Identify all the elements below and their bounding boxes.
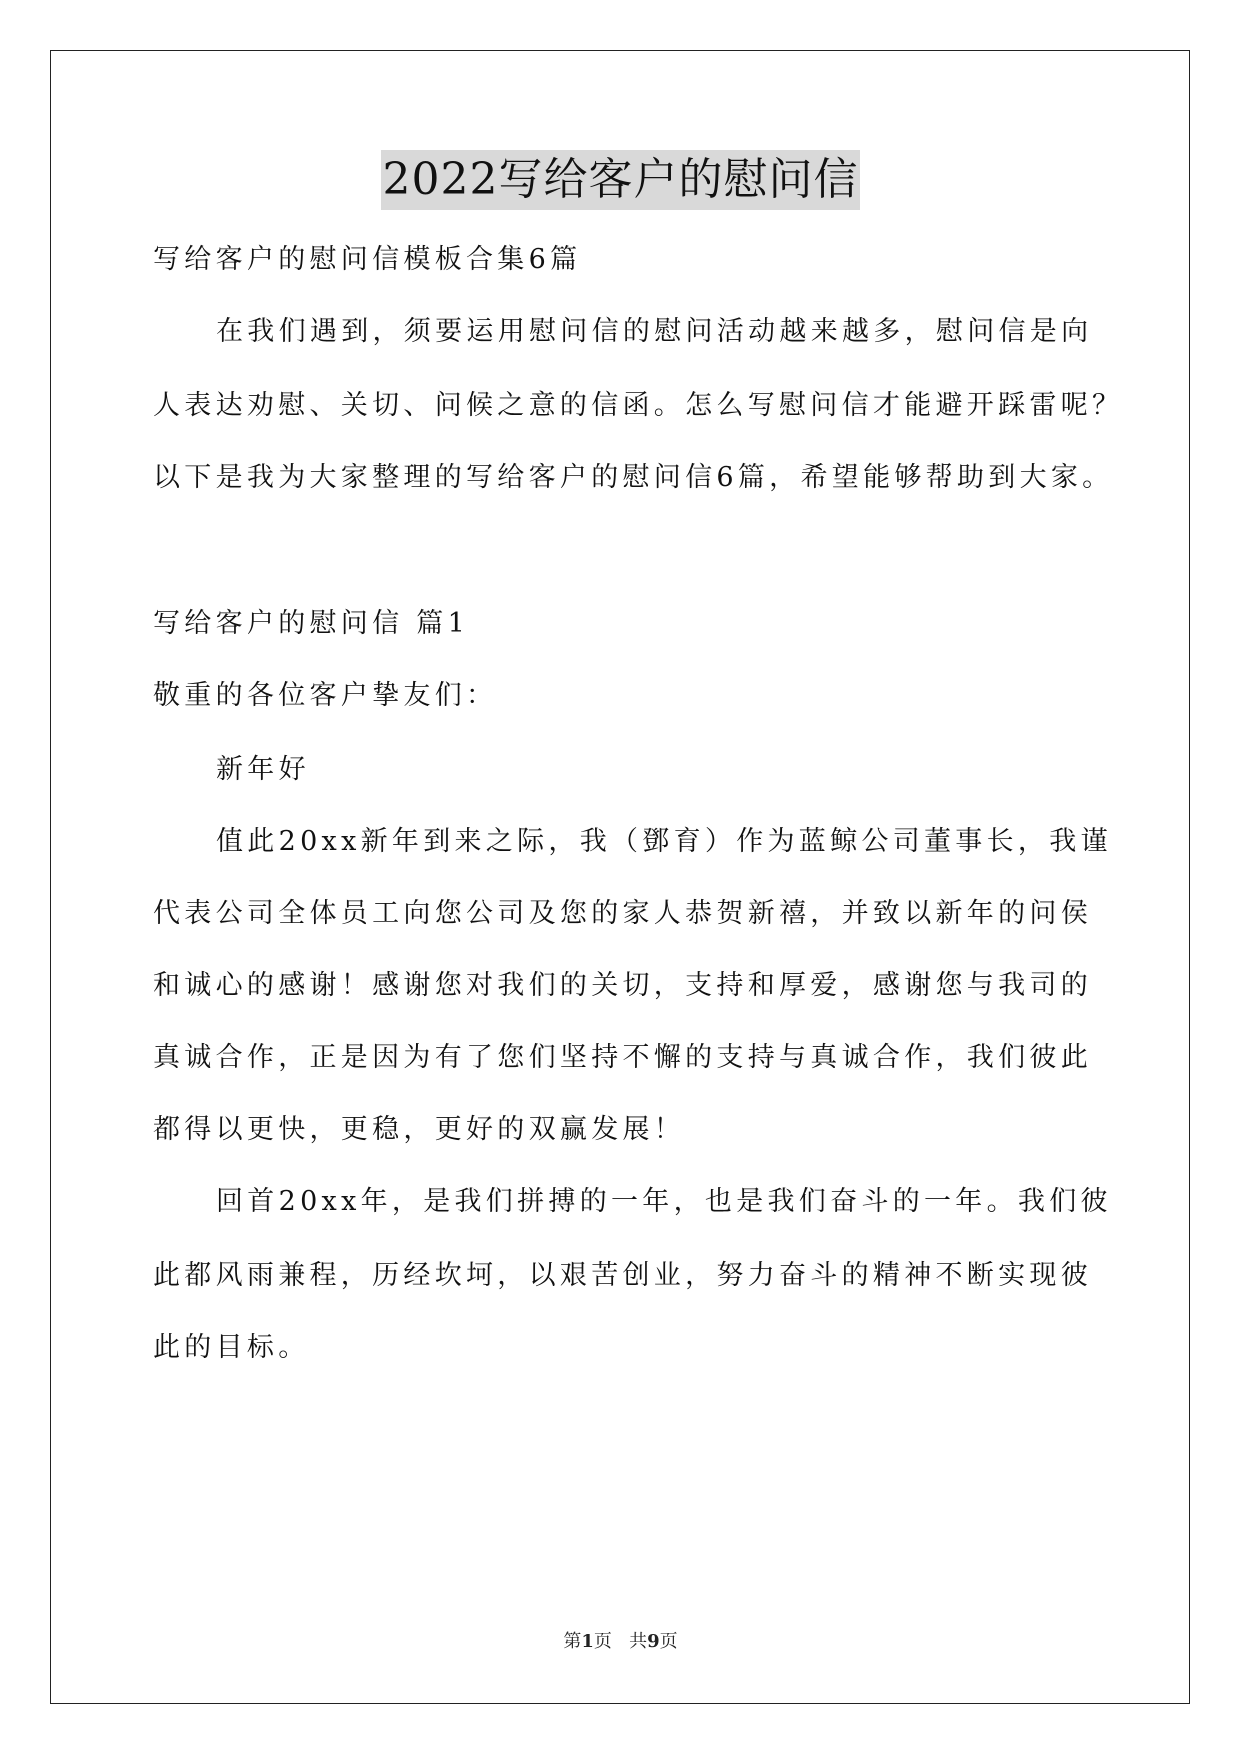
paragraph1-line-1: 值此20xx新年到来之际，我（鄧育）作为蓝鲸公司董事长，我谨 <box>216 826 1112 857</box>
page-footer <box>0 1630 1241 1654</box>
paragraph2-line-3: 此的目标。 <box>153 1332 310 1363</box>
subtitle: 写给客户的慰问信模板合集6篇 <box>153 244 582 275</box>
salutation: 敬重的各位客户挚友们： <box>153 680 498 711</box>
paragraph1-line-5: 都得以更快，更稳，更好的双赢发展！ <box>153 1114 686 1145</box>
paragraph1-line-3: 和诚心的感谢！感谢您对我们的关切，支持和厚爱，感谢您与我司的 <box>153 970 1092 1001</box>
paragraph1-line-2: 代表公司全体员工向您公司及您的家人恭贺新禧，并致以新年的问侯 <box>153 898 1092 929</box>
footer-current-page: 1 <box>581 1631 594 1652</box>
section-heading: 写给客户的慰问信 篇1 <box>153 608 470 639</box>
intro-line-1: 在我们遇到，须要运用慰问信的慰问活动越来越多，慰问信是向 <box>216 316 1093 347</box>
page-border <box>50 50 1190 1704</box>
footer-mid: 页 共 <box>593 1631 648 1652</box>
title-container <box>0 150 1241 210</box>
footer-prefix: 第 <box>563 1631 582 1652</box>
intro-line-2: 人表达劝慰、关切、问候之意的信函。怎么写慰问信才能避开踩雷呢？ <box>153 390 1124 421</box>
paragraph2-line-1: 回首20xx年，是我们拼搏的一年，也是我们奋斗的一年。我们彼 <box>216 1186 1112 1217</box>
intro-line-3: 以下是我为大家整理的写给客户的慰问信6篇，希望能够帮助到大家。 <box>153 462 1114 493</box>
footer-suffix: 页 <box>659 1631 678 1652</box>
document-title: 2022写给客户的慰问信 <box>381 150 861 210</box>
paragraph2-line-2: 此都风雨兼程，历经坎坷，以艰苦创业，努力奋斗的精神不断实现彼 <box>153 1260 1092 1291</box>
paragraph1-line-4: 真诚合作，正是因为有了您们坚持不懈的支持与真诚合作，我们彼此 <box>153 1042 1092 1073</box>
greeting: 新年好 <box>216 754 310 785</box>
footer-total-pages: 9 <box>647 1631 660 1652</box>
